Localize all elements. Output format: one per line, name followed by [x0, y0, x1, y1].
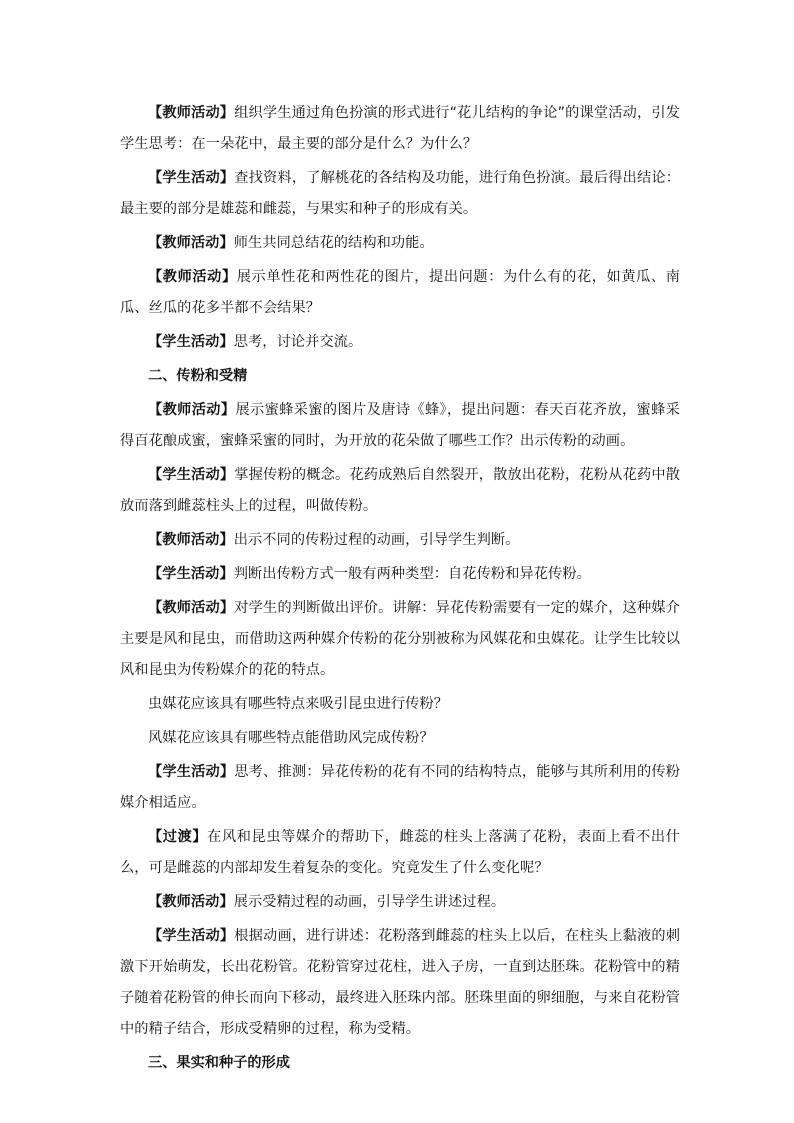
activity-tag: 【学生活动】 [148, 170, 235, 186]
paragraph [120, 757, 680, 819]
section-heading: 二、传粉和受精 [148, 368, 248, 384]
activity-tag: 【学生活动】 [148, 467, 235, 483]
paragraph [120, 525, 680, 556]
paragraph-text: 展示蜜蜂采蜜的图片及唐诗《蜂》，提出问题：春天百花齐放，蜜蜂采得百花酿成蜜，蜜蜂采蜜的同时，为开放的花朵做了哪些工作？出示传粉的动画。 [120, 402, 680, 449]
paragraph [120, 559, 680, 590]
paragraph-text: 对学生的判断做出评价。讲解：异花传粉需要有一定的媒介，这种媒介主要是风和昆虫，而借助这两种媒介传粉的花分别被称为风媒花和虫媒花。让学生比较以风和昆虫为传粉媒介的花的特点。 [120, 600, 680, 678]
activity-tag: 【过渡】 [148, 829, 208, 845]
document-body [120, 98, 680, 1082]
paragraph-text: 根据动画，进行讲述：花粉落到雌蕊的柱头上以后，在柱头上黏液的刺激下开始萌发，长出花粉管。花粉管穿过花柱，进入子房，一直到达胚珠。花粉管中的精子随着花粉管的伸长而向下移动，最终进入胚珠内部。胚珠里面的卵细胞，与来自花粉管中的精子结合，形成受精卵的过程，称为受精。 [120, 928, 680, 1037]
activity-tag: 【教师活动】 [148, 532, 234, 548]
paragraph-text: 出示不同的传粉过程的动画，引导学生判断。 [233, 532, 520, 548]
activity-tag: 【学生活动】 [148, 334, 234, 350]
paragraph-text: 掌握传粉的概念。花药成熟后自然裂开，散放出花粉，花粉从花药中散放而落到雌蕊柱头上的过程，叫做传粉。 [120, 467, 680, 514]
paragraph [120, 395, 680, 457]
paragraph-text: 查找资料，了解桃花的各结构及功能，进行角色扮演。最后得出结论：最主要的部分是雄蕊和雌蕊，与果实和种子的形成有关。 [120, 170, 680, 217]
paragraph [120, 228, 680, 259]
paragraph [120, 262, 680, 324]
paragraph [120, 822, 680, 884]
activity-tag: 【学生活动】 [148, 566, 234, 582]
paragraph [120, 723, 680, 754]
paragraph [120, 327, 680, 358]
paragraph-text: 组织学生通过角色扮演的形式进行“花儿结构的争论”的课堂活动，引发学生思考：在一朵花中，最主要的部分是什么？为什么？ [120, 105, 680, 152]
activity-tag: 【教师活动】 [148, 269, 237, 285]
paragraph-text: 展示单性花和两性花的图片，提出问题：为什么有的花，如黄瓜、南瓜、丝瓜的花多半都不会结果？ [120, 269, 680, 316]
section-heading: 三、果实和种子的形成 [148, 1055, 290, 1071]
activity-tag: 【教师活动】 [148, 600, 235, 616]
paragraph [120, 689, 680, 720]
paragraph [120, 163, 680, 225]
activity-tag: 【学生活动】 [148, 764, 235, 780]
paragraph [120, 460, 680, 522]
paragraph-text: 思考、推测：异花传粉的花有不同的结构特点，能够与其所利用的传粉媒介相适应。 [120, 764, 680, 811]
activity-tag: 【教师活动】 [148, 235, 234, 251]
activity-tag: 【学生活动】 [148, 928, 235, 944]
activity-tag: 【教师活动】 [148, 894, 234, 910]
paragraph-text: 展示受精过程的动画，引导学生讲述过程。 [233, 894, 506, 910]
paragraph [120, 887, 680, 918]
paragraph [120, 921, 680, 1045]
activity-tag: 【教师活动】 [148, 105, 235, 121]
paragraph [120, 98, 680, 160]
activity-tag: 【教师活动】 [148, 402, 236, 418]
paragraph-text: 思考，讨论并交流。 [233, 334, 363, 350]
paragraph-text: 师生共同总结花的结构和功能。 [233, 235, 434, 251]
paragraph [120, 593, 680, 686]
paragraph-text: 虫媒花应该具有哪些特点来吸引昆虫进行传粉？ [148, 696, 449, 712]
paragraph-text: 判断出传粉方式一般有两种类型：自花传粉和异花传粉。 [233, 566, 591, 582]
paragraph-text: 在风和昆虫等媒介的帮助下，雌蕊的柱头上落满了花粉，表面上看不出什么，可是雌蕊的内部却发生着复杂的变化。究竟发生了什么变化呢？ [120, 829, 680, 876]
paragraph-text: 风媒花应该具有哪些特点能借助风完成传粉？ [148, 730, 434, 746]
